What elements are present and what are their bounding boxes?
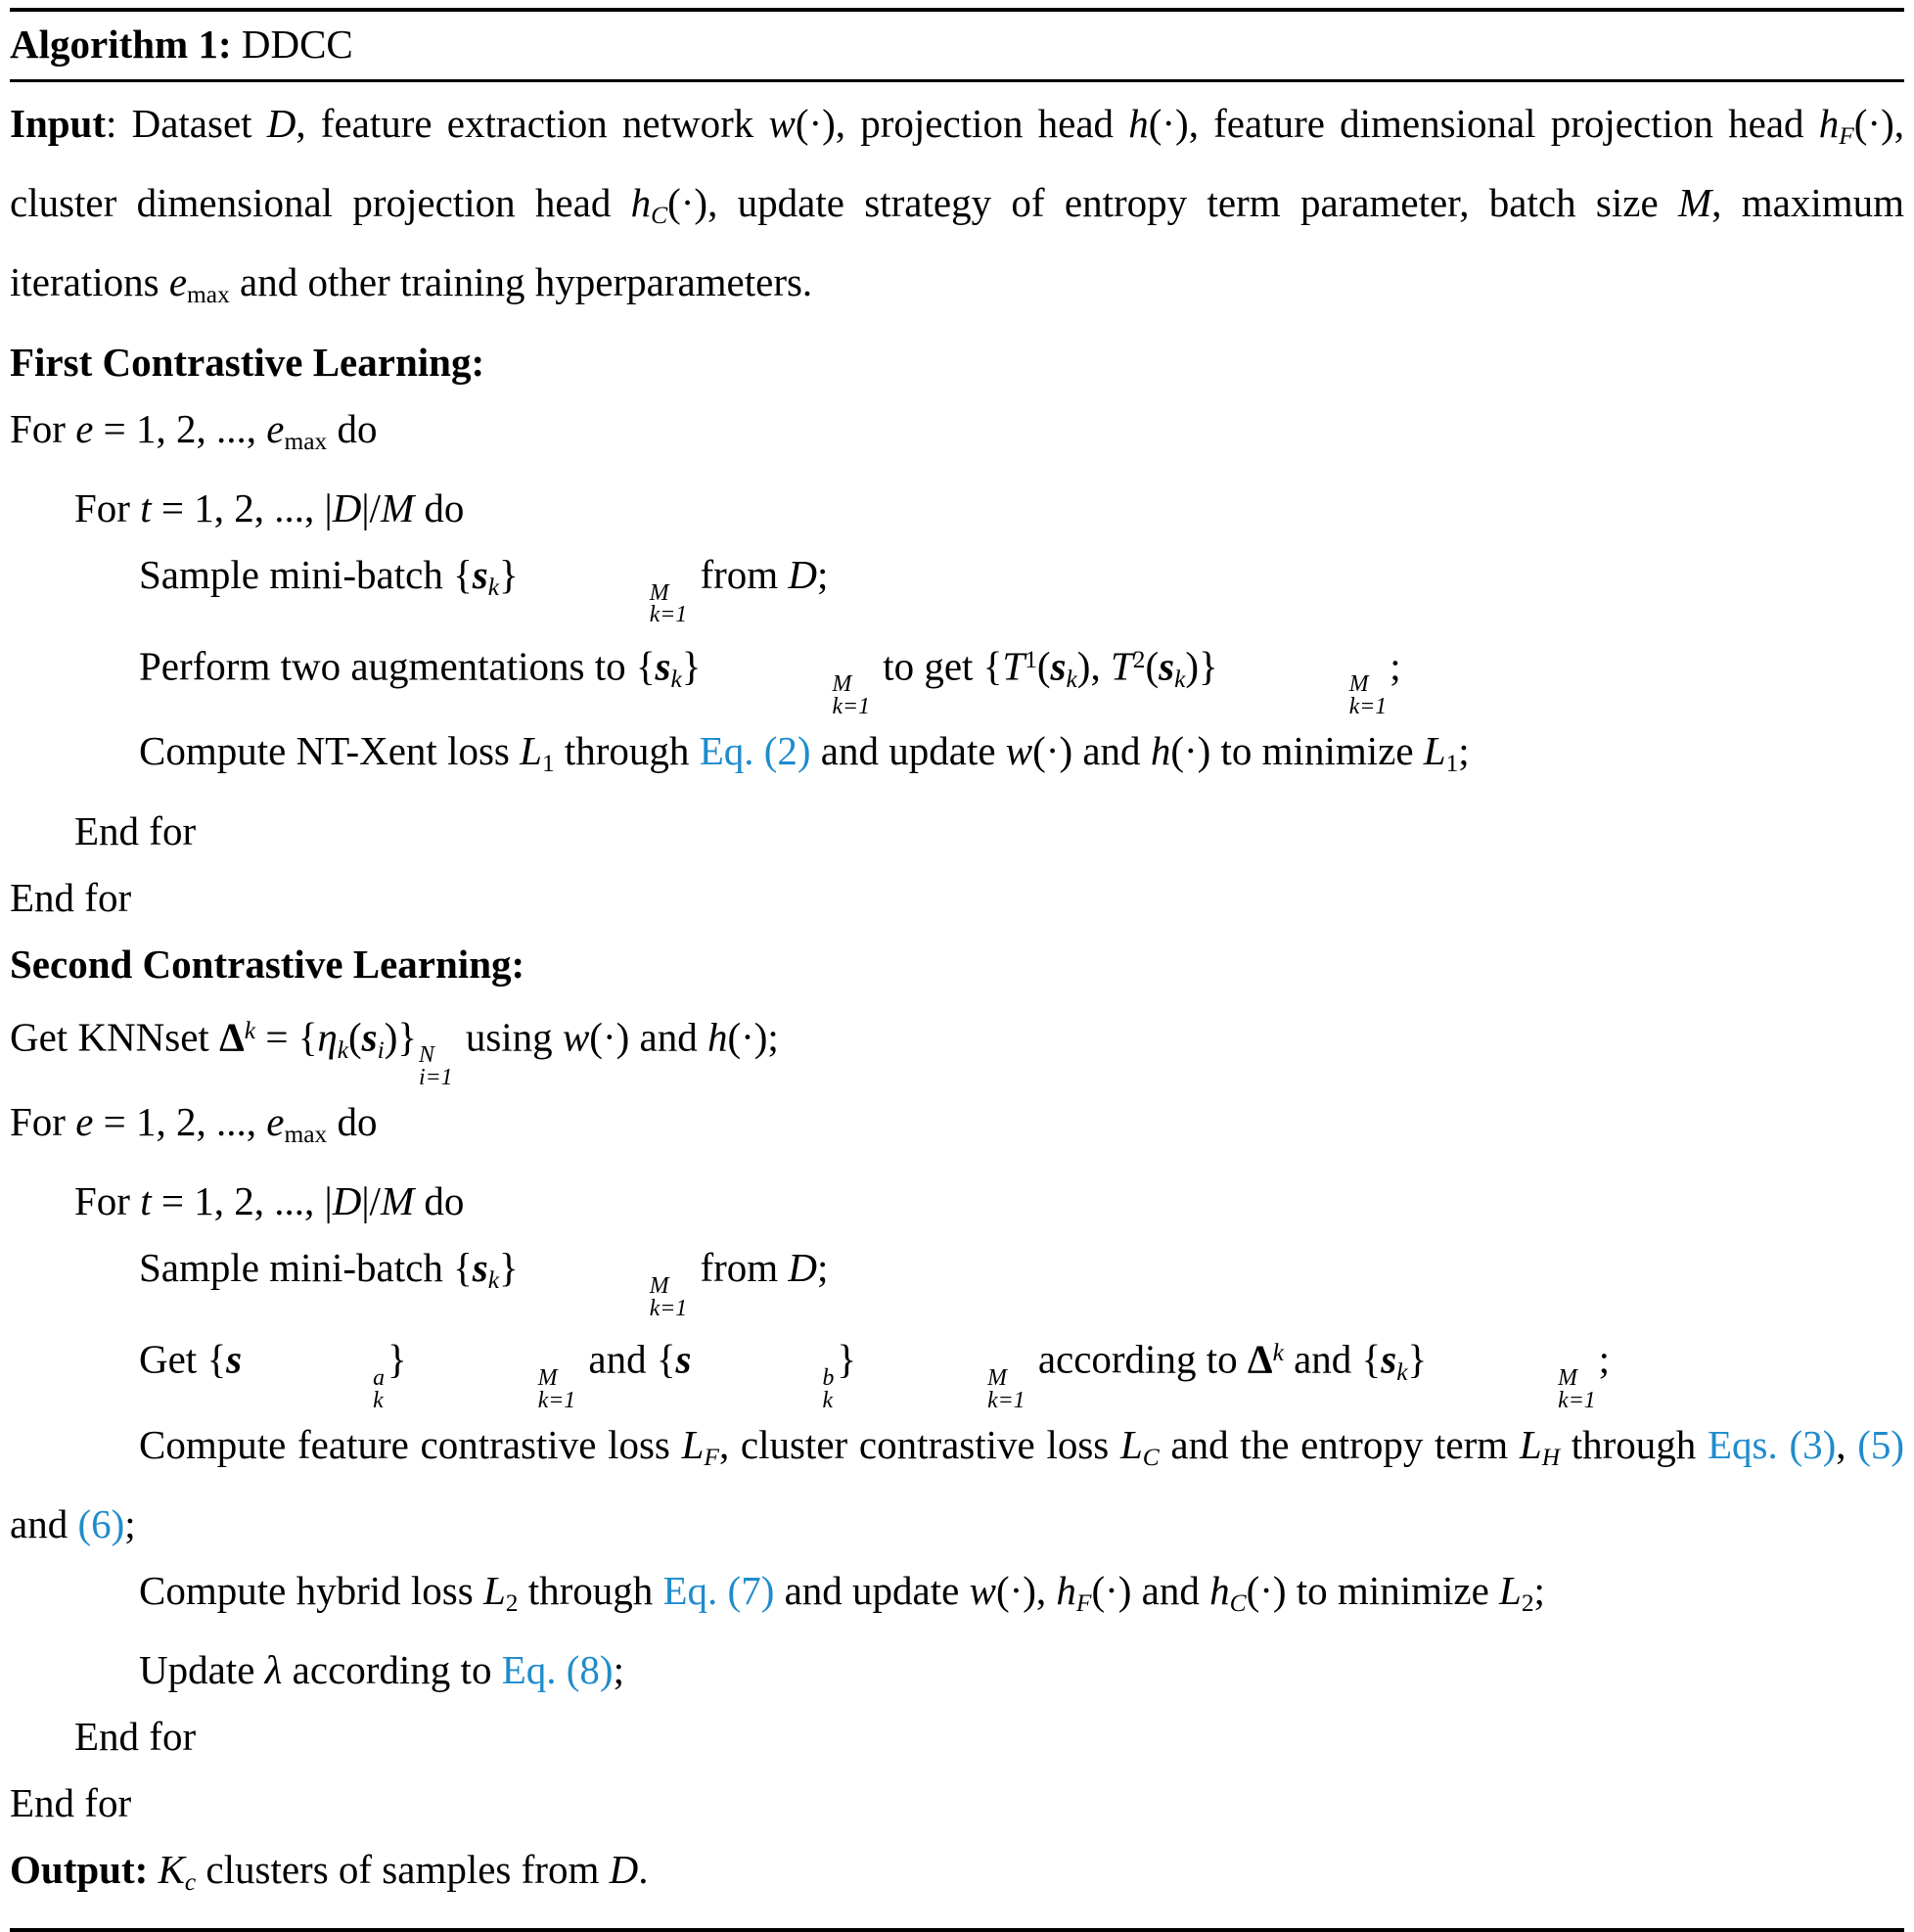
script-stack: a k — [373, 1365, 385, 1413]
script-stack: b k — [822, 1365, 835, 1413]
lambda-update-step: Update λ according to Eq. (8); — [139, 1647, 624, 1693]
script-stack: M k=1 — [649, 1273, 688, 1321]
ntxent-loss-step: Compute NT-Xent loss L1 through Eq. (2) and update w(·) and h(·) to minimize L1; — [139, 728, 1470, 778]
end-inner-for-1: End for — [74, 807, 197, 853]
end-inner-for-2: End for — [74, 1714, 197, 1760]
sample-minibatch-step-1: Sample mini-batch {sk} M k=1 from D; — [139, 551, 829, 628]
inner-for-loop-1: For t = 1, 2, ..., |D|/M do — [74, 484, 465, 530]
bottom-rule — [10, 1928, 1904, 1932]
first-cl-heading: First Contrastive Learning: — [10, 339, 485, 385]
output-spec: Output: Kc clusters of samples from D. — [10, 1847, 649, 1897]
script-stack: N i=1 — [419, 1042, 453, 1090]
algorithm-body — [10, 82, 1904, 1917]
equation-reference-link[interactable]: Eq. (2) — [699, 728, 811, 774]
augmentation-step: Perform two augmentations to {sk} M k=1 to get {$T^1(sk)$, $T^2(sk)$} M k=1 ; — [139, 643, 1401, 719]
knnset-step: Get KNNset $\Delta^k = \{\eta k(si)\}$ N i=1 using w(·) and h(·); — [10, 1014, 779, 1090]
equation-reference-link[interactable]: (6) — [77, 1501, 125, 1547]
feature-cluster-loss-step: Compute feature contrastive loss LF, cluster contrastive loss LC and the entropy term LH through Eqs. (3), (5) and (6); — [10, 1422, 1905, 1547]
script-stack: M k=1 — [832, 671, 870, 719]
hybrid-loss-step: Compute hybrid loss L2 through Eq. (7) and update w(·), hF(·) and hC(·) to minimize L2; — [139, 1568, 1545, 1618]
equation-reference-link[interactable]: Eq. (7) — [662, 1568, 775, 1614]
equation-reference-link[interactable]: Eq. (8) — [501, 1647, 614, 1693]
outer-for-loop-1: For e = 1, 2, ..., emax do — [10, 405, 378, 455]
equation-reference-link[interactable]: Eqs. (3) — [1708, 1422, 1837, 1468]
outer-for-loop-2: For e = 1, 2, ..., emax do — [10, 1099, 378, 1149]
second-cl-heading: Second Contrastive Learning: — [10, 941, 525, 987]
script-stack: M k=1 — [1558, 1365, 1596, 1413]
input-spec: Input: Dataset D, feature extraction network w(·), projection head h(·), feature dimensional projection head hF(·), cluster dimensional projection head hC(·), update strategy of entropy term parameter, batch size M, maximum iterations emax and other training hyperparameters. — [10, 101, 1904, 309]
script-stack: M k=1 — [649, 579, 688, 628]
script-stack: M k=1 — [987, 1365, 1025, 1413]
end-outer-for-1: End for — [10, 874, 132, 920]
algorithm-title — [10, 12, 1904, 79]
algorithm-label: Algorithm 1: — [10, 22, 232, 67]
sample-minibatch-step-2: Sample mini-batch {sk} M k=1 from D; — [139, 1245, 829, 1321]
algorithm-name: DDCC — [231, 22, 353, 67]
inner-for-loop-2: For t = 1, 2, ..., |D|/M do — [74, 1178, 465, 1224]
equation-reference-link[interactable]: (5) — [1857, 1422, 1905, 1468]
script-stack: M k=1 — [537, 1365, 576, 1413]
script-stack: M k=1 — [1348, 671, 1388, 719]
neighbor-pair-step: Get {s a k } M k=1 and {s b k } M k=1 according to $\Delta^k$ and {sk} M k=1 ; — [139, 1337, 1611, 1413]
end-outer-for-2: End for — [10, 1780, 132, 1826]
